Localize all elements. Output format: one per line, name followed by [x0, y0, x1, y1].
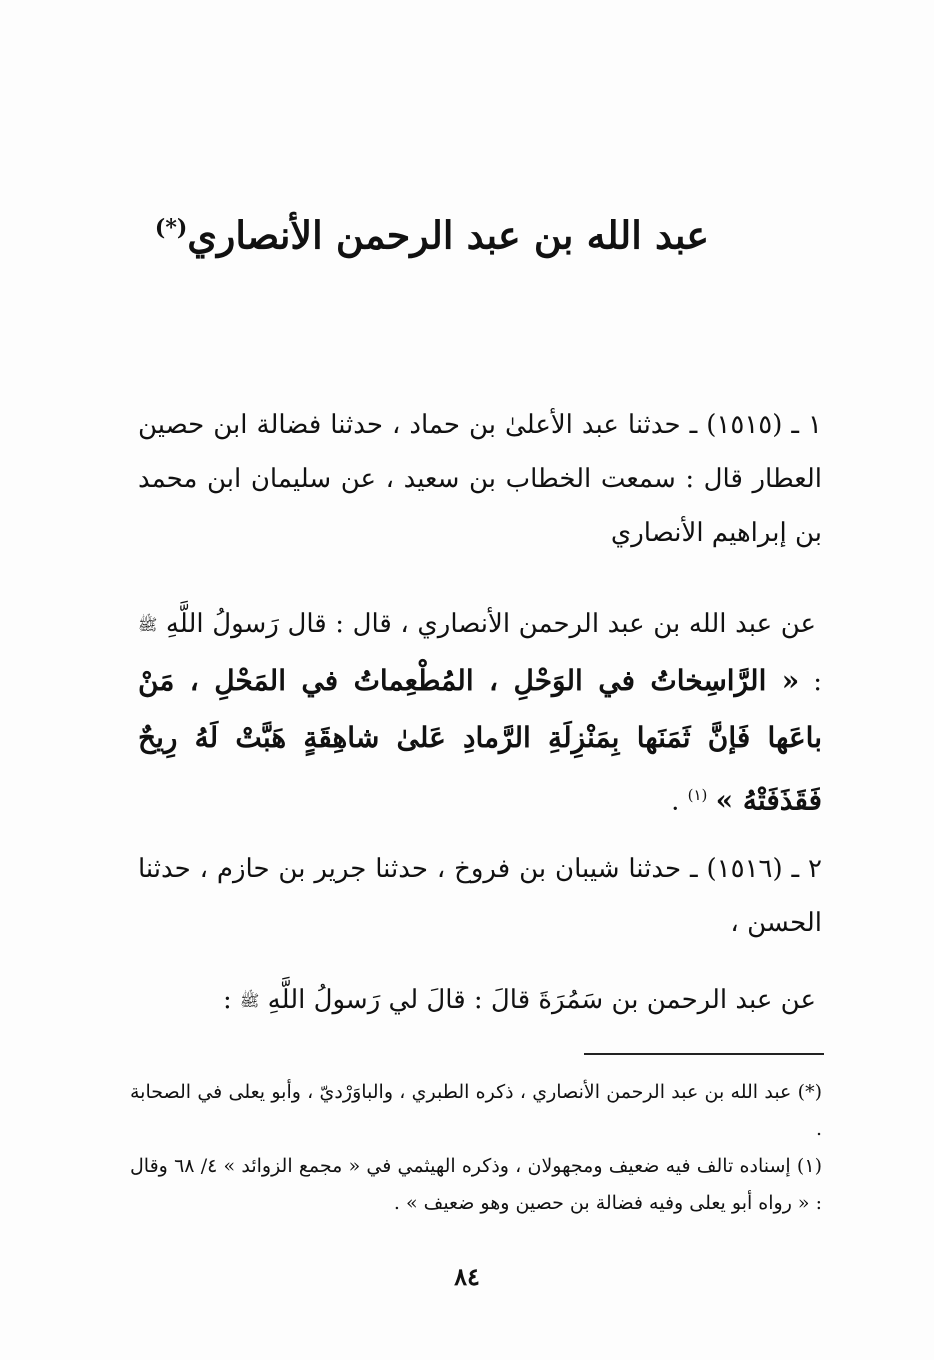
footnote-1 — [130, 1148, 822, 1222]
footnote-star — [130, 1074, 822, 1148]
hadith-1-quote: « الرَّاسِخاتُ في الوَحْلِ ، المُطْعِماتُ في المَحْلِ ، مَنْ باعَها فَإنَّ ثَمَنَها بِمَنْزِلَةِ الرَّمادِ عَلىٰ شاهِقَةٍ هَبَّتْ لَهُ رِيحٌ فَقَذَفَتْهُ » — [138, 664, 822, 817]
footnote-divider — [584, 1053, 824, 1055]
title-footnote-marker: (*) — [154, 215, 188, 241]
salla-symbol-icon: ﷺ — [138, 615, 158, 634]
salla-symbol-icon: ﷺ — [240, 991, 260, 1010]
chapter-title-text: عبد الله بن عبد الرحمن الأنصاري — [187, 212, 710, 258]
hadith-1-intro: عن عبد الله بن عبد الرحمن الأنصاري ، قال : قال رَسولُ اللَّهِ — [165, 609, 816, 639]
footnote-ref-1: (١) — [687, 786, 708, 804]
page-number: ٨٤ — [454, 1262, 480, 1291]
footnotes — [130, 1074, 822, 1222]
hadith-2-colon: : — [223, 985, 232, 1015]
hadith-2-intro: عن عبد الرحمن بن سَمُرَةَ قالَ : قالَ لي رَسولُ اللَّهِ — [267, 985, 816, 1015]
footnote-marker: (١) — [796, 1155, 822, 1177]
footnote-text: إسناده تالف فيه ضعيف ومجهولان ، وذكره الهيثمي في « مجمع الزوائد » ٤/ ٦٨ وقال : « رواه أبو يعلى وفيه فضالة بن حصين وهو ضعيف » . — [130, 1155, 822, 1214]
hadith-1-text — [138, 596, 822, 830]
hadith-2-text — [138, 972, 822, 1029]
hadith-1-end: . — [671, 786, 680, 817]
footnote-marker: (*) — [797, 1081, 822, 1103]
hadith-1-isnad: ١ ـ (١٥١٥) ـ حدثنا عبد الأعلىٰ بن حماد ، حدثنا فضالة ابن حصين العطار قال : سمعت الخطاب بن سعيد ، عن سليمان ابن محمد بن إبراهيم الأنصاري — [138, 410, 823, 548]
hadith-2-isnad: ٢ ـ (١٥١٦) ـ حدثنا شيبان بن فروخ ، حدثنا جرير بن حازم ، حدثنا الحسن ، — [138, 854, 822, 938]
chapter-title — [140, 196, 724, 268]
footnote-text: عبد الله بن عبد الرحمن الأنصاري ، ذكره الطبري ، والباوَرْديّ ، وأبو يعلى في الصحابة . — [130, 1081, 822, 1140]
hadith-1-colon: : — [813, 667, 822, 697]
